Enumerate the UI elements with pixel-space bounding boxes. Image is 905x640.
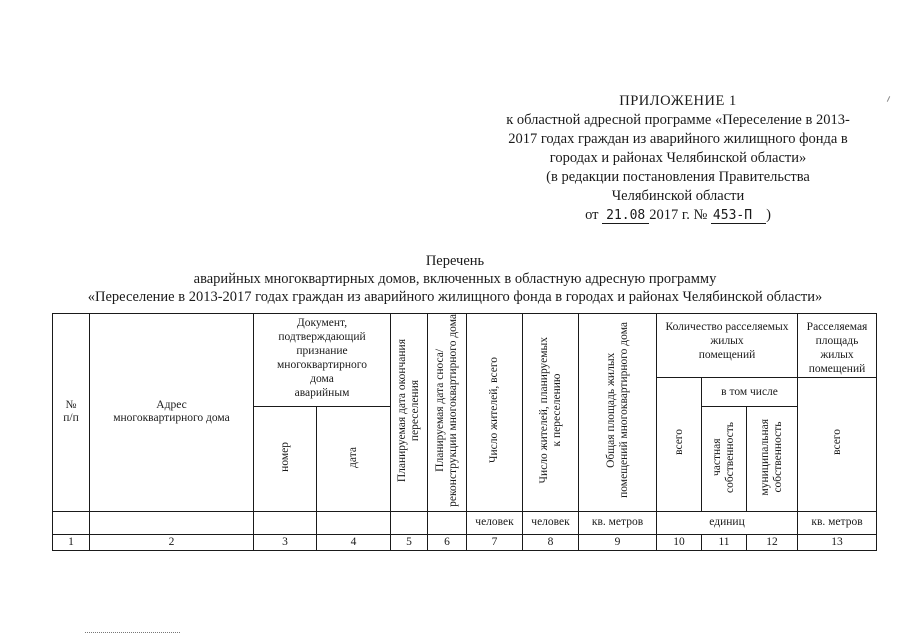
footer-mark (85, 632, 180, 637)
header-residents-planned: Число жителей, планируемых к переселению (523, 314, 579, 512)
column-number: 9 (579, 534, 657, 550)
header-private: частная собственность (702, 407, 747, 511)
header-document: Документ, подтверждающий признание многоквартирного дома аварийным (254, 314, 391, 407)
column-number: 7 (467, 534, 523, 550)
header-num: № п/п (53, 314, 90, 512)
unit-people-1: человек (467, 511, 523, 534)
header-rooms-total: всего (657, 378, 702, 512)
appendix-date-line (478, 206, 878, 225)
date-year: 2017 г. № (649, 207, 708, 223)
unit-empty-6 (428, 511, 467, 534)
column-number: 1 (53, 534, 90, 550)
header-doc-date: дата (317, 407, 391, 511)
column-number: 12 (747, 534, 798, 550)
column-number: 5 (391, 534, 428, 550)
unit-empty-3 (254, 511, 317, 534)
header-municipal: муниципальная собственность (747, 407, 798, 511)
column-number: 2 (90, 534, 254, 550)
column-number: 10 (657, 534, 702, 550)
header-area-total: всего (798, 378, 877, 512)
column-number: 6 (428, 534, 467, 550)
appendix-line-5: Челябинской области (611, 188, 745, 204)
header-address: Адрес многоквартирного дома (90, 314, 254, 512)
header-planned-demolition: Планируемая дата сноса/ реконструкции многоквартирного дома (428, 314, 467, 512)
unit-empty-1 (53, 511, 90, 534)
column-number: 4 (317, 534, 391, 550)
appendix-line-4: (в редакции постановления Правительства (546, 169, 810, 185)
header-residents-total: Число жителей, всего (467, 314, 523, 512)
column-number-row (53, 534, 877, 550)
header-doc-number: номер (254, 407, 317, 511)
decree-number: 453-П (711, 209, 766, 224)
document-heading (30, 252, 880, 306)
column-number: 8 (523, 534, 579, 550)
margin-mark (887, 96, 890, 102)
appendix-block (478, 92, 878, 225)
date-value: 21.08 (602, 209, 649, 224)
unit-empty-4 (317, 511, 391, 534)
header-total-area: Общая площадь жилых помещений многоквартирного дома (579, 314, 657, 512)
unit-units: единиц (657, 511, 798, 534)
unit-sqm-2: кв. метров (798, 511, 877, 534)
appendix-line-1: к областной адресной программе «Переселение в 2013- (506, 112, 850, 128)
heading-title: Перечень (425, 253, 485, 269)
header-area-resettled: Расселяемая площадь жилых помещений (798, 314, 877, 378)
header-including: в том числе (702, 378, 798, 407)
date-prefix: от (585, 207, 599, 223)
column-number: 3 (254, 534, 317, 550)
unit-empty-5 (391, 511, 428, 534)
appendix-line-3: городах и районах Челябинской области» (549, 150, 807, 166)
date-suffix: ) (766, 207, 771, 223)
unit-people-2: человек (523, 511, 579, 534)
heading-line-3: «Переселение в 2013-2017 годах граждан из аварийного жилищного фонда в городах и районах Челябинской области» (87, 289, 823, 305)
unit-empty-2 (90, 511, 254, 534)
unit-sqm-1: кв. метров (579, 511, 657, 534)
header-planned-resettlement: Планируемая дата окончания переселения (391, 314, 428, 512)
houses-table (52, 313, 877, 551)
heading-line-2: аварийных многоквартирных домов, включенных в областную адресную программу (193, 271, 717, 287)
column-number: 11 (702, 534, 747, 550)
appendix-line-2: 2017 годах граждан из аварийного жилищного фонда в (508, 131, 848, 147)
appendix-title: ПРИЛОЖЕНИЕ 1 (619, 93, 737, 109)
column-number: 13 (798, 534, 877, 550)
header-rooms-count: Количество расселяемых жилых помещений (657, 314, 798, 378)
